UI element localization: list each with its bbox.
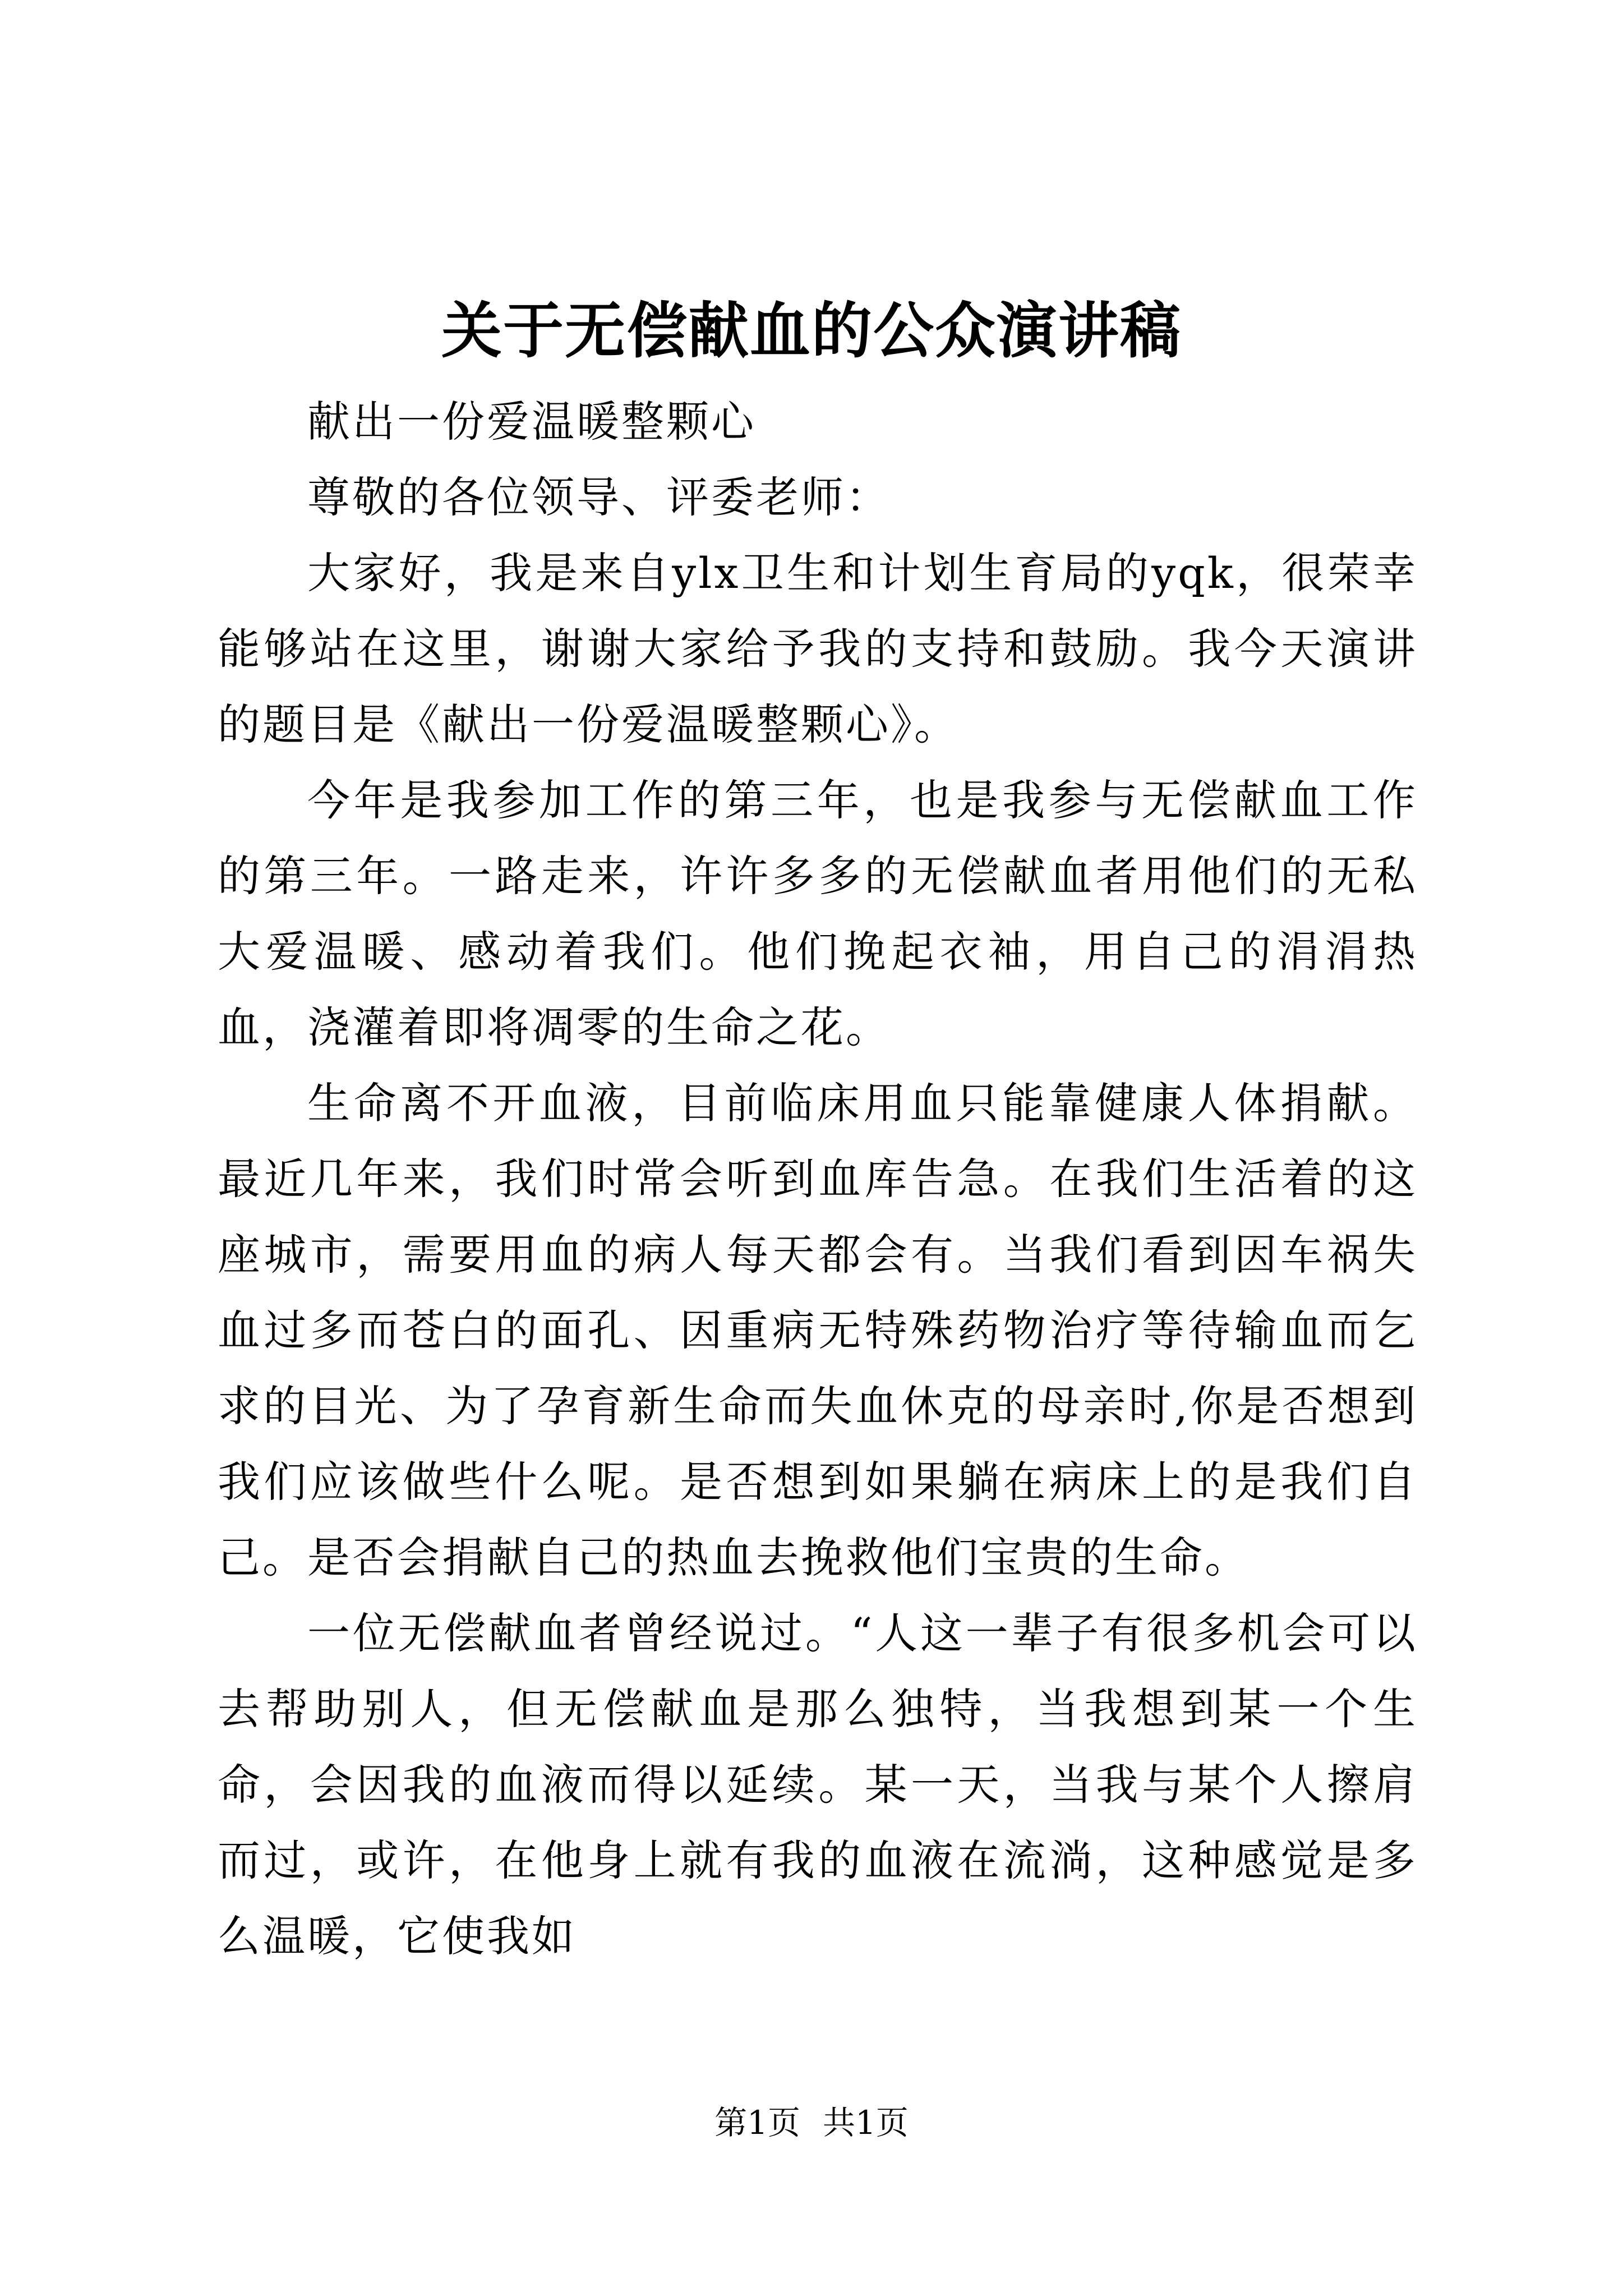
salutation-paragraph: 尊敬的各位领导、评委老师：: [307, 472, 891, 522]
page-total: 共1页: [823, 2104, 909, 2142]
body-paragraph: 今年是我参加工作的第三年，也是我参与无偿献血工作的第三年。一路走来，许许多多的无偿献血者用他们的无私大爱温暖、感动着我们。他们挽起衣袖，用自己的涓涓热血，浇灌着即将凋零的生命之花。: [218, 775, 1418, 1052]
page-number: 第1页: [714, 2104, 800, 2142]
page-footer: [0, 2100, 1623, 2145]
body-paragraph: 一位无偿献血者曾经说过。“人这一辈子有很多机会可以去帮助别人，但无偿献血是那么独特，当我想到某一个生命，会因我的血液而得以延续。某一天，当我与某个人擦肩而过，或许，在他身上就有我的血液在流淌，这种感觉是多么温暖，它使我如: [218, 1608, 1418, 1961]
document-title: 关于无偿献血的公众演讲稿: [441, 296, 1182, 366]
body-paragraph: 大家好，我是来自ylx卫生和计划生育局的yqk，很荣幸能够站在这里，谢谢大家给予我的支持和鼓励。我今天演讲的题目是《献出一份爱温暖整颗心》。: [218, 548, 1418, 749]
subtitle-paragraph: 献出一份爱温暖整颗心: [307, 397, 756, 447]
document-body: [218, 384, 1418, 1974]
body-paragraph: 生命离不开血液，目前临床用血只能靠健康人体捐献。最近几年来，我们时常会听到血库告急。在我们生活着的这座城市，需要用血的病人每天都会有。当我们看到因车祸失血过多而苍白的面孔、因重病无特殊药物治疗等待输血而乞求的目光、为了孕育新生命而失血休克的母亲时,你是否想到我们应该做些什么呢。是否想到如果躺在病床上的是我们自己。是否会捐献自己的热血去挽救他们宝贵的生命。: [218, 1078, 1418, 1582]
